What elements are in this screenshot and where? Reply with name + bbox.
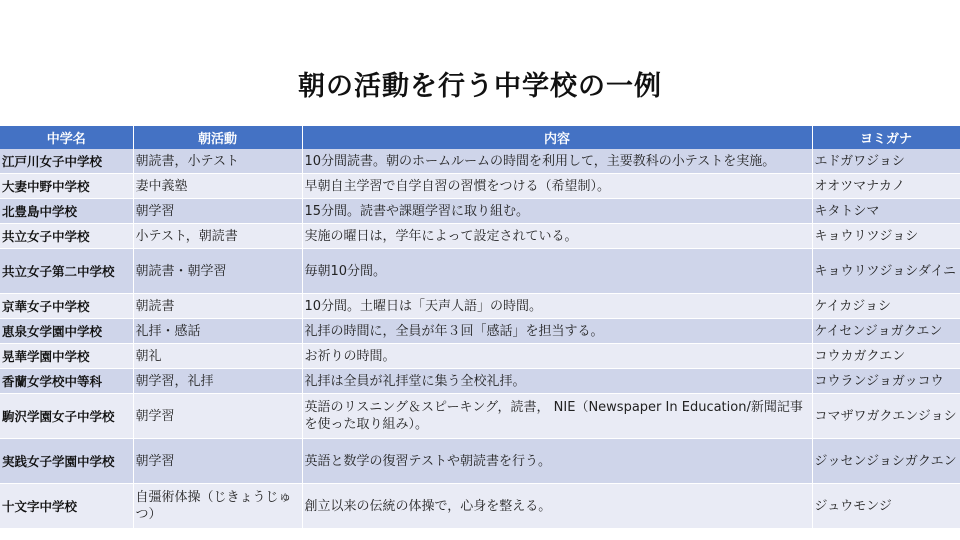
header-morning-activity: 朝活動 bbox=[133, 126, 302, 149]
reading-cell: キョウリツジョシダイニ bbox=[812, 249, 960, 294]
reading-cell: キョウリツジョシ bbox=[812, 224, 960, 249]
activity-cell: 朝学習 bbox=[133, 199, 302, 224]
table-row bbox=[0, 484, 960, 529]
table-row bbox=[0, 369, 960, 394]
reading-cell: コマザワガクエンジョシ bbox=[812, 394, 960, 439]
content-cell: 早朝自主学習で自学自習の習慣をつける（希望制）。 bbox=[302, 174, 812, 199]
reading-cell: コウランジョガッコウ bbox=[812, 369, 960, 394]
table-row bbox=[0, 319, 960, 344]
school-name-cell: 十文字中学校 bbox=[0, 484, 133, 529]
school-name-cell: 実践女子学園中学校 bbox=[0, 439, 133, 484]
table-row bbox=[0, 199, 960, 224]
activity-cell: 礼拝・感話 bbox=[133, 319, 302, 344]
table-row bbox=[0, 394, 960, 439]
content-cell: 英語と数学の復習テストや朝読書を行う。 bbox=[302, 439, 812, 484]
reading-cell: ケイカジョシ bbox=[812, 294, 960, 319]
activity-cell: 朝読書，小テスト bbox=[133, 149, 302, 174]
activity-cell: 朝学習，礼拝 bbox=[133, 369, 302, 394]
content-cell: 10分間。土曜日は「天声人語」の時間。 bbox=[302, 294, 812, 319]
content-cell: お祈りの時間。 bbox=[302, 344, 812, 369]
schools-table bbox=[0, 126, 960, 529]
activity-cell: 朝礼 bbox=[133, 344, 302, 369]
school-name-cell: 共立女子第二中学校 bbox=[0, 249, 133, 294]
reading-cell: ジッセンジョシガクエン bbox=[812, 439, 960, 484]
activity-cell: 朝読書・朝学習 bbox=[133, 249, 302, 294]
reading-cell: ジュウモンジ bbox=[812, 484, 960, 529]
table-row bbox=[0, 224, 960, 249]
header-content: 内容 bbox=[302, 126, 812, 149]
content-cell: 創立以来の伝統の体操で，心身を整える。 bbox=[302, 484, 812, 529]
content-cell: 10分間読書。朝のホームルームの時間を利用して，主要教科の小テストを実施。 bbox=[302, 149, 812, 174]
activity-cell: 朝学習 bbox=[133, 394, 302, 439]
school-name-cell: 北豊島中学校 bbox=[0, 199, 133, 224]
table-row bbox=[0, 149, 960, 174]
activity-cell: 自彊術体操（じきょうじゅつ） bbox=[133, 484, 302, 529]
school-name-cell: 晃華学園中学校 bbox=[0, 344, 133, 369]
content-cell: 15分間。読書や課題学習に取り組む。 bbox=[302, 199, 812, 224]
school-name-cell: 江戸川女子中学校 bbox=[0, 149, 133, 174]
reading-cell: ケイセンジョガクエン bbox=[812, 319, 960, 344]
school-name-cell: 京華女子中学校 bbox=[0, 294, 133, 319]
page-title: 朝の活動を行う中学校の一例 bbox=[298, 71, 662, 102]
content-cell: 礼拝は全員が礼拝堂に集う全校礼拝。 bbox=[302, 369, 812, 394]
table-row bbox=[0, 344, 960, 369]
activity-cell: 小テスト，朝読書 bbox=[133, 224, 302, 249]
reading-cell: エドガワジョシ bbox=[812, 149, 960, 174]
school-name-cell: 共立女子中学校 bbox=[0, 224, 133, 249]
table-row bbox=[0, 174, 960, 199]
school-name-cell: 駒沢学園女子中学校 bbox=[0, 394, 133, 439]
school-name-cell: 香蘭女学校中等科 bbox=[0, 369, 133, 394]
content-cell: 実施の曜日は，学年によって設定されている。 bbox=[302, 224, 812, 249]
header-reading: ヨミガナ bbox=[812, 126, 960, 149]
reading-cell: キタトシマ bbox=[812, 199, 960, 224]
table-row bbox=[0, 249, 960, 294]
content-cell: 英語のリスニング＆スピーキング，読書， NIE（Newspaper In Education/新聞記事を使った取り組み）。 bbox=[302, 394, 812, 439]
activity-cell: 妻中義塾 bbox=[133, 174, 302, 199]
table-header-row bbox=[0, 126, 960, 149]
header-school-name: 中学名 bbox=[0, 126, 133, 149]
activity-cell: 朝学習 bbox=[133, 439, 302, 484]
school-name-cell: 恵泉女学園中学校 bbox=[0, 319, 133, 344]
activity-cell: 朝読書 bbox=[133, 294, 302, 319]
content-cell: 礼拝の時間に，全員が年３回「感話」を担当する。 bbox=[302, 319, 812, 344]
table-row bbox=[0, 294, 960, 319]
content-cell: 毎朝10分間。 bbox=[302, 249, 812, 294]
school-name-cell: 大妻中野中学校 bbox=[0, 174, 133, 199]
table-row bbox=[0, 439, 960, 484]
reading-cell: コウカガクエン bbox=[812, 344, 960, 369]
reading-cell: オオツマナカノ bbox=[812, 174, 960, 199]
